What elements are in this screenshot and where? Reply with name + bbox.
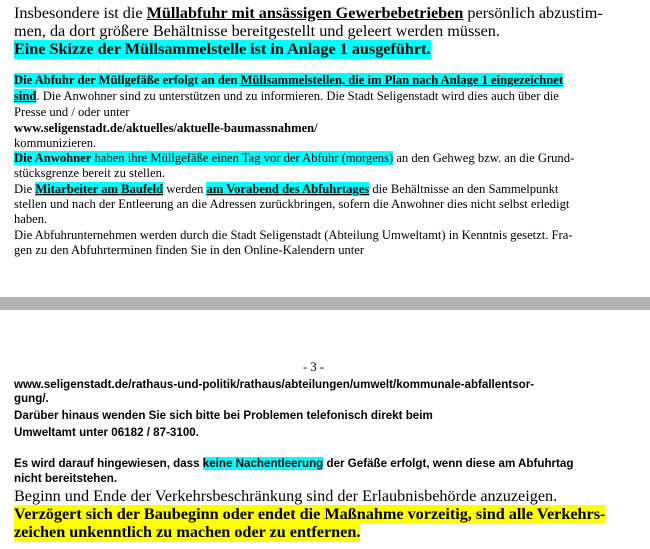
page-number: - 3 - [303, 360, 324, 374]
highlighted-paragraph: Verzögert sich der Baubeginn oder endet die Maßnahme vorzeitig, sind alle Verkehrs- [14, 505, 606, 523]
text-span: der Gefäße erfolgt, wenn diese am Abfuhrtag [323, 457, 574, 470]
paragraph-line: haben. [14, 212, 48, 226]
paragraph-line [14, 456, 573, 471]
paragraph-line: Beginn und Ende der Verkehrsbeschränkung sind der Erlaubnisbehörde anzuzeigen. [14, 487, 558, 505]
paragraph-line [14, 151, 574, 166]
highlighted-paragraph: zeichen unkenntlich zu machen oder zu entfernen. [14, 523, 361, 541]
highlighted-text: keine Nachentleerung [202, 457, 324, 470]
text-span: werden [163, 182, 207, 196]
highlighted-text: haben ihre Müllgefäße einen Tag vor der Abfuhr (morgens) [91, 151, 394, 165]
text-span: Es wird darauf hingewiesen, dass [14, 457, 203, 470]
page-separator [0, 297, 650, 310]
highlighted-underlined-text: sind [14, 89, 37, 103]
highlighted-text: Die Abfuhr der Müllgefäße erfolgt an den [14, 73, 241, 87]
highlighted-underlined-text: Mitarbeiter am Baufeld [35, 182, 164, 196]
paragraph-line: gen zu den Abfuhrterminen finden Sie in den Online-Kalendern unter [14, 243, 365, 257]
paragraph-line: Presse und / oder unter [14, 105, 130, 119]
url-line: gung/. [14, 392, 49, 405]
paragraph-line: Die Abfuhrunternehmen werden durch die Stadt Seligenstadt (Abteilung Umweltamt) in Kenntnis gesetzt. Fra- [14, 228, 573, 242]
paragraph-line [14, 4, 603, 23]
highlighted-heading: Eine Skizze der Müllsammelstelle ist in Anlage 1 ausgeführt. [14, 40, 431, 58]
paragraph-line: Darüber hinaus wenden Sie sich bitte bei Problemen telefonisch direkt beim [14, 409, 433, 422]
paragraph-line [14, 182, 558, 197]
paragraph-line: stücksgrenze bereit zu stellen. [14, 166, 166, 180]
paragraph-line [14, 89, 559, 104]
underlined-bold-text: Müllabfuhr mit ansässigen Gewerbebetrieben [146, 4, 464, 22]
paragraph-line: nicht bereitstehen. [14, 472, 118, 485]
text-span: persönlich abzustim- [463, 4, 603, 22]
paragraph-line: men, da dort größere Behältnisse bereitgestellt und geleert werden müssen. [14, 22, 500, 40]
highlighted-text: Die Anwohner [14, 151, 92, 165]
paragraph-line [14, 73, 563, 88]
paragraph-line: stellen und nach der Entleerung an die Adressen zurückbringen, sofern die Anwohner dies nicht selbst erledigt [14, 197, 570, 211]
url-line: www.seligenstadt.de/rathaus-und-politik/rathaus/abteilungen/umwelt/kommunale-abfallentsor- [14, 378, 535, 391]
text-span: die Behältnisse an den Sammelpunkt [369, 182, 559, 196]
text-span: an den Gehweg bzw. an die Grund- [393, 151, 575, 165]
text-span: . Die Anwohner sind zu unterstützen und zu informieren. Die Stadt Seligenstadt wird dies auch über die [36, 89, 559, 103]
document-page-bottom [0, 310, 650, 549]
highlighted-underlined-text: Müllsammelstellen, die im Plan nach Anlage 1 eingezeichnet [240, 73, 564, 87]
highlighted-underlined-text: am Vorabend des Abfuhrtages [206, 182, 370, 196]
url-line: www.seligenstadt.de/aktuelles/aktuelle-baumassnahmen/ [14, 121, 318, 135]
text-span: Insbesondere ist die [14, 4, 147, 22]
text-span: Die [14, 182, 36, 196]
paragraph-line: kommunizieren. [14, 136, 97, 150]
paragraph-line: Umweltamt unter 06182 / 87-3100. [14, 426, 199, 439]
